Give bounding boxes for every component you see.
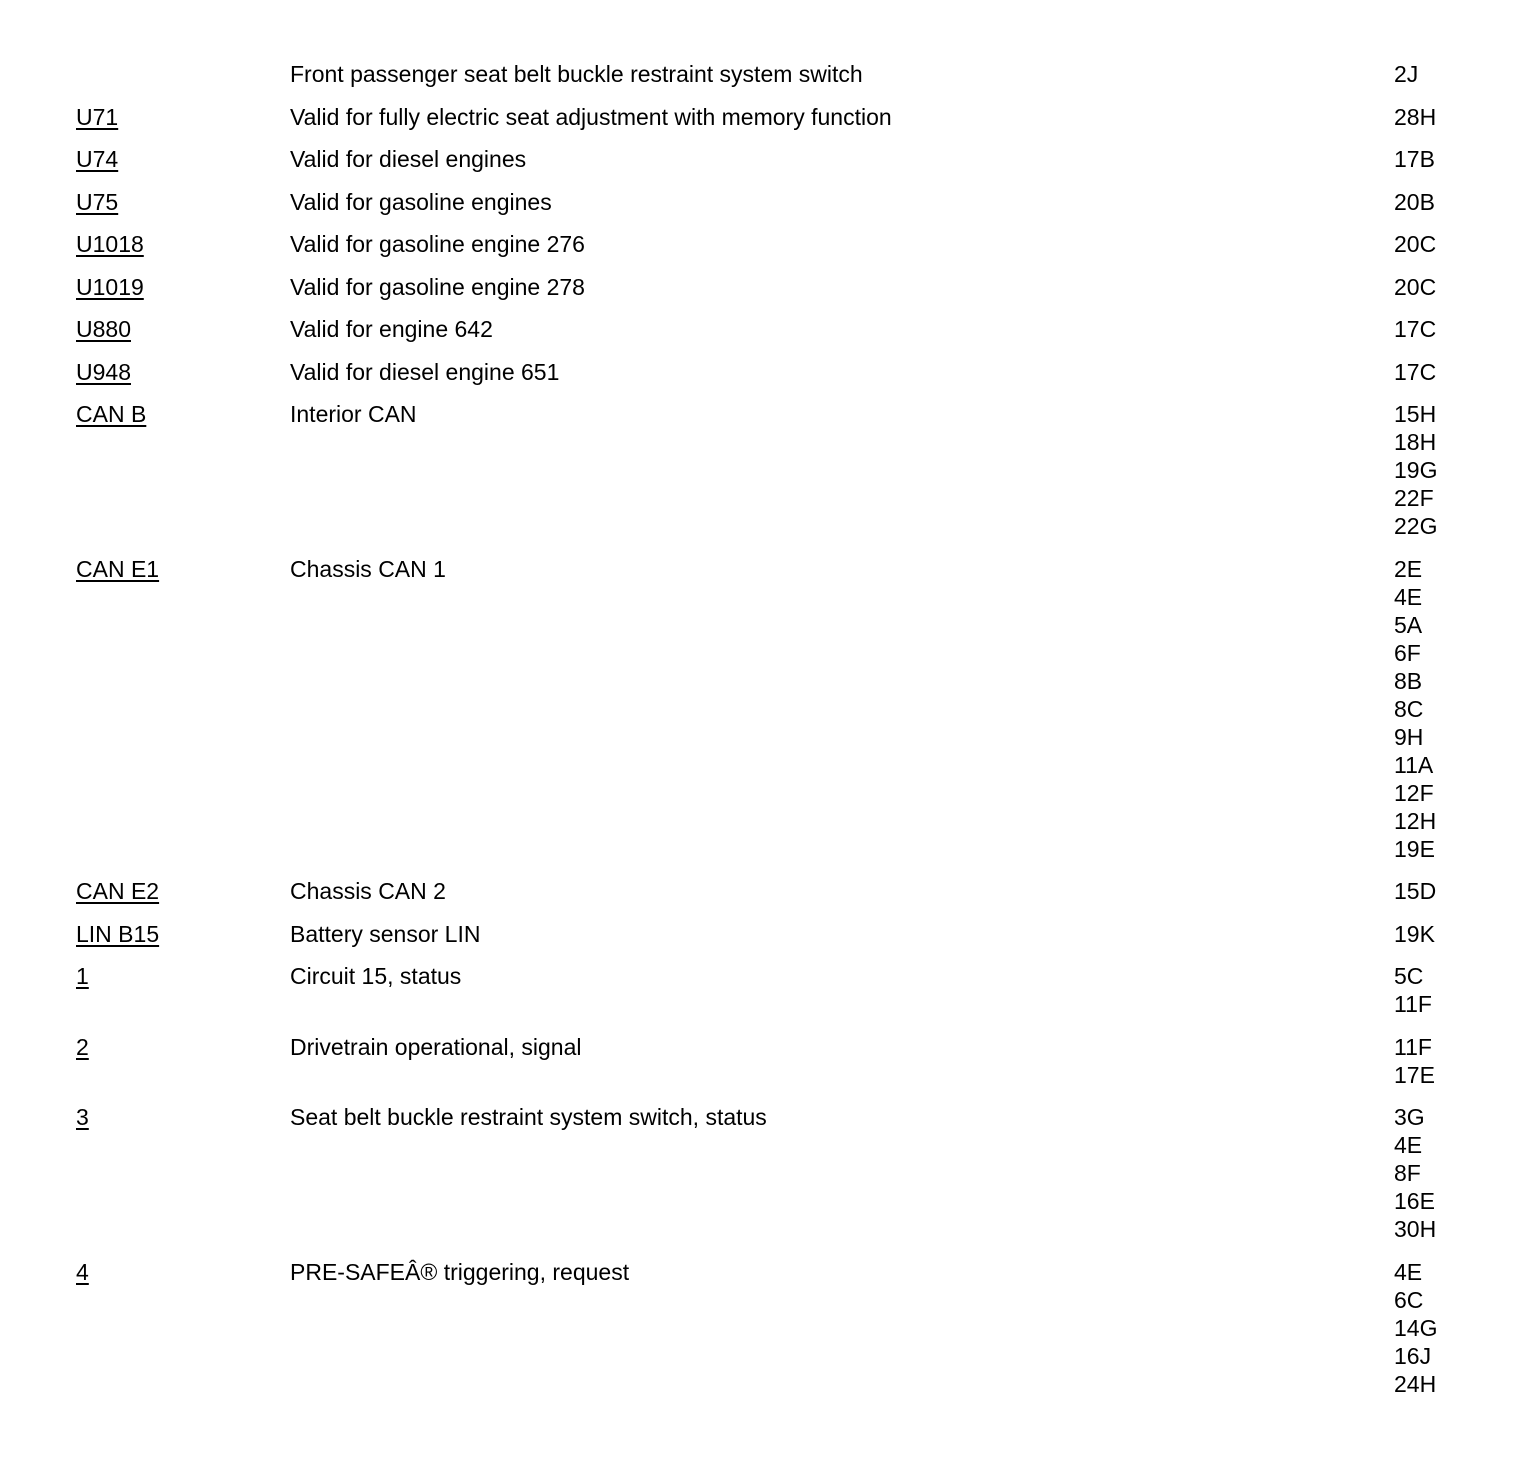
row-code-link[interactable]: 3 (76, 1104, 89, 1130)
grid-reference: 17E (1394, 1061, 1435, 1088)
row-code-link[interactable]: U71 (76, 103, 119, 130)
legend-row (76, 1033, 1456, 1089)
grid-reference: 15H (1394, 401, 1437, 427)
row-description: Chassis CAN 1 (290, 555, 446, 582)
row-description: Interior CAN (290, 401, 417, 427)
grid-reference: 15D (1394, 878, 1437, 904)
row-code-link[interactable]: LIN B15 (76, 920, 160, 947)
row-code-link[interactable]: U74 (76, 146, 119, 172)
row-references (1394, 103, 1456, 131)
row-references (1394, 1258, 1456, 1398)
grid-reference: 28H (1394, 103, 1437, 130)
grid-reference: 16E (1394, 1188, 1435, 1214)
row-description: Valid for gasoline engine 276 (290, 231, 585, 257)
grid-reference: 2J (1394, 61, 1419, 87)
grid-reference: 22G (1394, 513, 1438, 539)
row-references (1394, 920, 1456, 948)
row-references (1394, 273, 1456, 301)
legend-row (76, 877, 1456, 905)
row-references (1394, 230, 1456, 258)
legend-row (76, 145, 1456, 173)
legend-row (76, 273, 1456, 301)
grid-reference: 17C (1394, 358, 1437, 385)
grid-reference: 20C (1394, 273, 1437, 300)
grid-reference: 22F (1394, 485, 1434, 511)
row-description: Valid for engine 642 (290, 316, 493, 342)
grid-reference: 4E (1394, 1132, 1423, 1158)
grid-reference: 17B (1394, 146, 1435, 172)
grid-reference: 6C (1394, 1286, 1424, 1313)
legend-row (76, 188, 1456, 216)
grid-reference: 5A (1394, 611, 1423, 638)
row-description: Battery sensor LIN (290, 920, 481, 947)
row-code-link[interactable]: U1018 (76, 231, 144, 257)
legend-table (76, 60, 1456, 1412)
row-references (1394, 145, 1456, 173)
grid-reference: 4E (1394, 1258, 1423, 1285)
grid-reference: 6F (1394, 639, 1421, 666)
legend-row (76, 60, 1456, 88)
grid-reference: 14G (1394, 1314, 1438, 1341)
legend-row (76, 230, 1456, 258)
row-code-link[interactable]: U880 (76, 316, 131, 342)
row-code-link[interactable]: U948 (76, 358, 131, 385)
row-references (1394, 962, 1456, 1018)
legend-row (76, 400, 1456, 540)
grid-reference: 24H (1394, 1370, 1437, 1397)
row-description: PRE-SAFEÂ® triggering, request (290, 1258, 630, 1285)
row-description: Circuit 15, status (290, 963, 462, 989)
row-code-link[interactable]: U75 (76, 188, 119, 215)
row-references (1394, 188, 1456, 216)
legend-row (76, 358, 1456, 386)
grid-reference: 19E (1394, 835, 1435, 862)
row-references (1394, 358, 1456, 386)
grid-reference: 11F (1394, 1033, 1432, 1060)
grid-reference: 3G (1394, 1104, 1425, 1130)
legend-row (76, 1103, 1456, 1243)
row-code-link[interactable]: CAN E2 (76, 878, 160, 904)
row-references (1394, 60, 1456, 88)
grid-reference: 17C (1394, 316, 1437, 342)
row-references (1394, 1103, 1456, 1243)
row-references (1394, 555, 1456, 863)
row-code-link[interactable]: 2 (76, 1033, 89, 1060)
grid-reference: 8F (1394, 1160, 1421, 1186)
row-description: Seat belt buckle restraint system switch, status (290, 1104, 767, 1130)
row-code-link[interactable]: 4 (76, 1258, 89, 1285)
legend-row (76, 920, 1456, 948)
grid-reference: 16J (1394, 1342, 1432, 1369)
row-description: Valid for gasoline engines (290, 188, 552, 215)
row-code-link[interactable]: CAN E1 (76, 555, 160, 582)
row-references (1394, 877, 1456, 905)
row-description: Drivetrain operational, signal (290, 1033, 582, 1060)
grid-reference: 11A (1394, 751, 1434, 778)
grid-reference: 19G (1394, 457, 1438, 483)
grid-reference: 5C (1394, 963, 1424, 989)
grid-reference: 4E (1394, 583, 1423, 610)
grid-reference: 19K (1394, 920, 1435, 947)
row-description: Valid for fully electric seat adjustment with memory function (290, 103, 892, 130)
grid-reference: 12H (1394, 807, 1437, 834)
grid-reference: 12F (1394, 779, 1434, 806)
row-references (1394, 1033, 1456, 1089)
grid-reference: 20B (1394, 188, 1435, 215)
row-description: Valid for diesel engine 651 (290, 358, 560, 385)
row-description: Chassis CAN 2 (290, 878, 446, 904)
legend-row (76, 962, 1456, 1018)
row-code-link[interactable]: 1 (76, 963, 89, 989)
row-code-link[interactable]: U1019 (76, 273, 144, 300)
grid-reference: 8B (1394, 667, 1423, 694)
row-description: Valid for gasoline engine 278 (290, 273, 585, 300)
grid-reference: 2E (1394, 555, 1423, 582)
legend-row (76, 555, 1456, 863)
grid-reference: 11F (1394, 991, 1432, 1017)
legend-row (76, 315, 1456, 343)
row-description: Front passenger seat belt buckle restraint system switch (290, 61, 863, 87)
legend-row (76, 103, 1456, 131)
row-references (1394, 400, 1456, 540)
grid-reference: 20C (1394, 231, 1437, 257)
grid-reference: 8C (1394, 695, 1424, 722)
grid-reference: 18H (1394, 429, 1437, 455)
grid-reference: 30H (1394, 1216, 1437, 1242)
grid-reference: 9H (1394, 723, 1424, 750)
row-references (1394, 315, 1456, 343)
legend-row (76, 1258, 1456, 1398)
row-code-link[interactable]: CAN B (76, 401, 147, 427)
row-description: Valid for diesel engines (290, 146, 527, 172)
